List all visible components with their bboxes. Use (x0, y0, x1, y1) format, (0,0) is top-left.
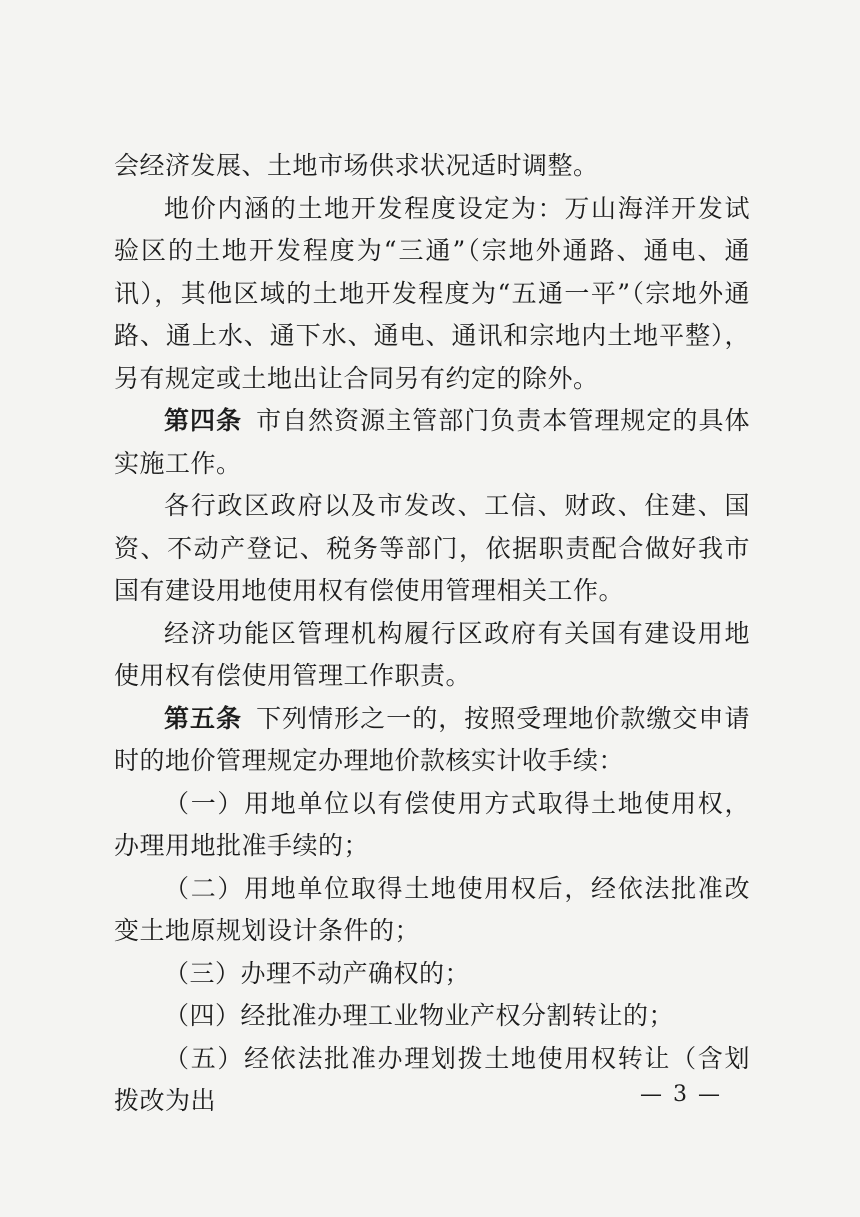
paragraph-text: 各行政区政府以及市发改、工信、财政、住建、国资、不动产登记、税务等部门，依据职责配合做好我市国有建设用地使用权有偿使用管理相关工作。 (114, 491, 750, 605)
paragraph-land-development-degree (114, 188, 750, 401)
list-item-1 (114, 783, 750, 868)
article-heading: 第四条 (164, 406, 243, 435)
paragraph-text: （三）办理不动产确权的； (164, 958, 471, 988)
paragraph-text: （一）用地单位以有偿使用方式取得土地使用权，办理用地批准手续的； (114, 788, 750, 860)
paragraph-text: 下列情形之一的，按照受理地价款缴交申请时的地价管理规定办理地价款核实计收手续： (114, 703, 750, 775)
list-item-5 (114, 1038, 750, 1123)
paragraph-text: 经济功能区管理机构履行区政府有关国有建设用地使用权有偿使用管理工作职责。 (114, 618, 750, 690)
article-5 (114, 698, 750, 783)
list-item-4 (114, 995, 750, 1038)
paragraph-continuation (114, 145, 750, 188)
article-heading: 第五条 (164, 703, 243, 733)
page-number: — 3 — (640, 1082, 722, 1107)
paragraph-text: 市自然资源主管部门负责本管理规定的具体实施工作。 (114, 406, 750, 478)
paragraph-text: （五）经依法批准办理划拨土地使用权转让（含划拨改为出 (114, 1043, 750, 1115)
list-item-2 (114, 868, 750, 953)
paragraph-text: 地价内涵的土地开发程度设定为：万山海洋开发试验区的土地开发程度为“三通”（宗地外通路、通电、通讯），其他区域的土地开发程度为“五通一平”（宗地外通路、通上水、通下水、通电、通讯和宗地内土地平整），另有规定或土地出让合同另有约定的除外。 (114, 193, 750, 393)
paragraph-text: 会经济发展、土地市场供求状况适时调整。 (114, 151, 599, 180)
article-4 (114, 400, 750, 485)
paragraph-text: （四）经批准办理工业物业产权分割转让的； (164, 1001, 675, 1030)
paragraph-departments (114, 485, 750, 613)
list-item-3 (114, 953, 750, 996)
paragraph-economic-zones (114, 613, 750, 698)
paragraph-text: （二）用地单位取得土地使用权后，经依法批准改变土地原规划设计条件的； (114, 873, 750, 945)
body-text (114, 145, 750, 1123)
